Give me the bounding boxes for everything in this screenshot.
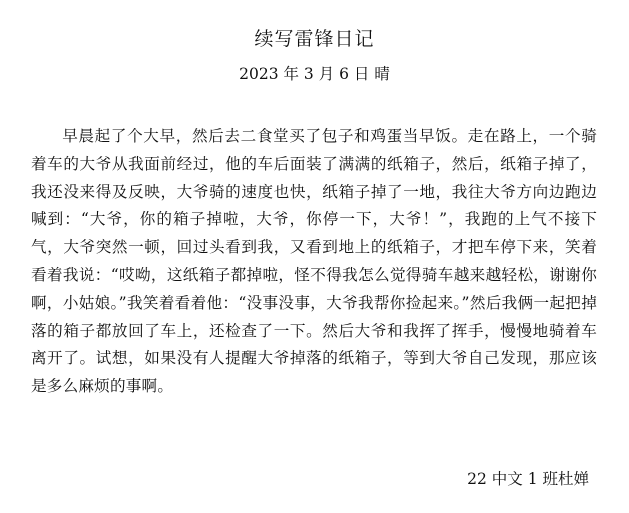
author-signature: 22 中文 1 班杜婵 <box>467 470 589 488</box>
document-title: 续写雷锋日记 <box>254 28 375 50</box>
body-paragraph: 早晨起了个大早，然后去二食堂买了包子和鸡蛋当早饭。走在路上，一个骑着车的大爷从我面前经过，他的车后面装了满满的纸箱子，然后，纸箱子掉了，我还没来得及反映，大爷骑的速度也快，纸箱子掉了一地，我往大爷方向边跑边喊到：“大爷，你的箱子掉啦，大爷，你停一下，大爷！”，我跑的上气不接下气，大爷突然一顿，回过头看到我，又看到地上的纸箱子，才把车停下来，笑着看着我说：“哎呦，这纸箱子都掉啦，怪不得我怎么觉得骑车越来越轻松，谢谢你啊，小姑娘。”我笑着看着他：“没事没事，大爷我帮你捡起来。”然后我俩一起把掉落的箱子都放回了车上，还检查了一下。然后大爷和我挥了挥手，慢慢地骑着车离开了。试想，如果没有人提醒大爷掉落的纸箱子，等到大爷自己发现，那应该是多么麻烦的事啊。 <box>31 127 597 396</box>
date-weather-line: 2023 年 3 月 6 日 晴 <box>239 65 390 83</box>
